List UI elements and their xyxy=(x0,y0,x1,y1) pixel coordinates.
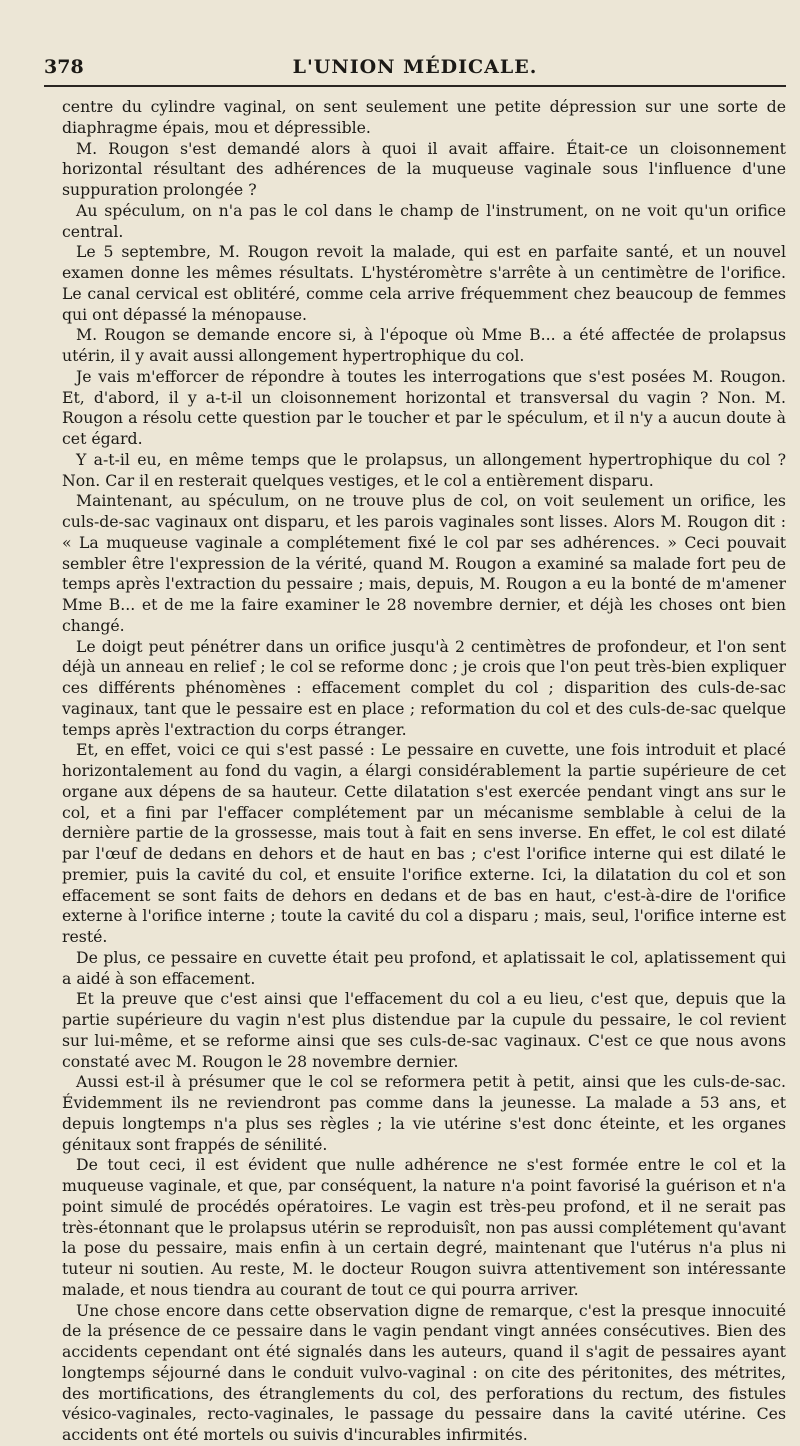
paragraph: De tout ceci, il est évident que nulle adhérence ne s'est formée entre le col et la muqueuse vaginale, et que, par conséquent, la nature n'a point favorisé la guérison et n'a point simulé de procédés opératoires. Le vagin est très-peu profond, et il ne serait pas très-étonnant que le prolapsus utérin se reproduisît, non pas aussi complétement qu'avant la pose du pessaire, mais enfin à un certain degré, maintenant que l'utérus n'a plus ni tuteur ni soutien. Au reste, M. le docteur Rougon suivra attentivement son intéressante malade, et nous tiendra au courant de tout ce qui pourra arriver. xyxy=(62,1155,786,1299)
paragraph: Et, en effet, voici ce qui s'est passé : Le pessaire en cuvette, une fois introduit et placé horizontalement au fond du vagin, a élargi considérablement la partie supérieure de cet organe aux dépens de sa hauteur. Cette dilatation s'est exercée pendant vingt ans sur le col, et a fini par l'effacer complétement par un mécanisme semblable à celui de la dernière partie de la grossesse, mais tout à fait en sens inverse. En effet, le col est dilaté par l'œuf de dedans en dehors et de haut en bas ; c'est l'orifice interne qui est dilaté le premier, puis la cavité du col, et ensuite l'orifice externe. Ici, la dilatation du col et son effacement se sont faits de dehors en dedans et de bas en haut, c'est-à-dire de l'orifice externe à l'orifice interne ; toute la cavité du col a disparu ; mais, seul, l'orifice interne est resté. xyxy=(62,740,786,946)
paragraph: M. Rougon se demande encore si, à l'époque où Mme B... a été affectée de prolapsus utérin, il y avait aussi allongement hypertrophique du col. xyxy=(62,325,786,365)
paragraph: Y a-t-il eu, en même temps que le prolapsus, un allongement hypertrophique du col ? Non. Car il en resterait quelques vestiges, et le col a entièrement disparu. xyxy=(62,449,786,490)
paragraph: Je vais m'efforcer de répondre à toutes les interrogations que s'est posées M. Rougon. Et, d'abord, il y a-t-il un cloisonnement horizontal et transversal du vagin ? Non. M. Rougon a résolu cette question par le toucher et par le spéculum, et il n'y a aucun doute à cet égard. xyxy=(62,366,786,448)
paragraph: De plus, ce pessaire en cuvette était peu profond, et aplatissait le col, aplatissement qui a aidé à son effacement. xyxy=(62,947,786,988)
article-body xyxy=(62,97,786,1446)
paragraph: Et la preuve que c'est ainsi que l'effacement du col a eu lieu, c'est que, depuis que la partie supérieure du vagin n'est plus distendue par la cupule du pessaire, le col revient sur lui-même, et se reforme ainsi que ses culs-de-sac vaginaux. C'est ce que nous avons constaté avec M. Rougon le 28 novembre dernier. xyxy=(62,989,786,1071)
paragraph: M. Rougon s'est demandé alors à quoi il avait affaire. Était-ce un cloisonnement horizontal résultant des adhérences de la muqueuse vaginale sous l'influence d'une suppuration prolongée ? xyxy=(62,138,786,199)
paragraph: Au spéculum, on n'a pas le col dans le champ de l'instrument, on ne voit qu'un orifice central. xyxy=(62,200,786,241)
paragraph: Maintenant, au spéculum, on ne trouve plus de col, on voit seulement un orifice, les culs-de-sac vaginaux ont disparu, et les parois vaginales sont lisses. Alors M. Rougon dit : « La muqueuse vaginale a complétement fixé le col par ses adhérences. » Ceci pouvait sembler être l'expression de la vérité, quand M. Rougon a examiné sa malade fort peu de temps après l'extraction du pessaire ; mais, depuis, M. Rougon a eu la bonté de m'amener Mme B... et de me la faire examiner le 28 novembre dernier, et déjà les choses ont bien changé. xyxy=(62,491,786,635)
header-rule xyxy=(44,85,786,87)
paragraph: Le 5 septembre, M. Rougon revoit la malade, qui est en parfaite santé, et un nouvel examen donne les mêmes résultats. L'hystéromètre s'arrête à un centimètre de l'orifice. Le canal cervical est oblitéré, comme cela arrive fréquemment chez beaucoup de femmes qui ont dépassé la ménopause. xyxy=(62,242,786,324)
paragraph: Aussi est-il à présumer que le col se reformera petit à petit, ainsi que les culs-de-sac. Évidemment ils ne reviendront pas comme dans la jeunesse. La malade a 53 ans, et depuis longtemps n'a plus ses règles ; la vie utérine s'est donc éteinte, et les organes génitaux sont frappés de sénilité. xyxy=(62,1072,786,1154)
paragraph: Une chose encore dans cette observation digne de remarque, c'est la presque innocuité de la présence de ce pessaire dans le vagin pendant vingt années consécutives. Bien des accidents cependant ont été signalés dans les auteurs, quand il s'agit de pessaires ayant longtemps séjourné dans le conduit vulvo-vaginal : on cite des péritonites, des métrites, des mortifications, des étranglements du col, des perforations du rectum, des fistules vésico-vaginales, recto-vaginales, le passage du pessaire dans la cavité utérine. Ces accidents ont été mortels ou suivis d'incurables infirmités. xyxy=(62,1300,786,1444)
page-number: 378 xyxy=(44,56,84,78)
paragraph: centre du cylindre vaginal, on sent seulement une petite dépression sur une sorte de diaphragme épais, mou et dépressible. xyxy=(62,97,786,137)
running-title: L'UNION MÉDICALE. xyxy=(292,56,538,78)
page-header xyxy=(44,50,786,84)
paragraph: Le doigt peut pénétrer dans un orifice jusqu'à 2 centimètres de profondeur, et l'on sent déjà un anneau en relief ; le col se reforme donc ; je crois que l'on peut très-bien expliquer ces différents phénomènes : effacement complet du col ; disparition des culs-de-sac vaginaux, tant que le pessaire est en place ; reformation du col et des culs-de-sac quelque temps après l'extraction du corps étranger. xyxy=(62,636,786,739)
